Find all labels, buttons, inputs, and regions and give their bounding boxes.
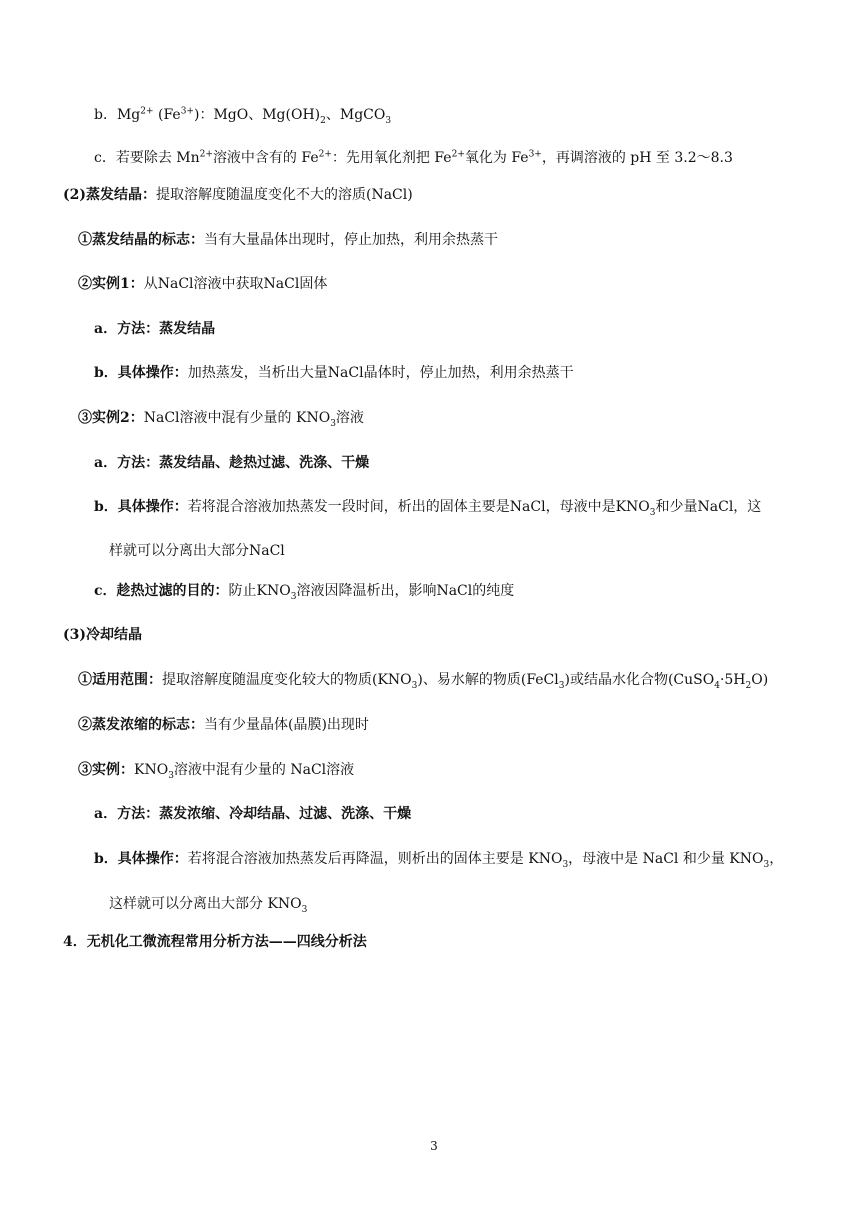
example-3-operation-cont: 这样就可以分离出大部分 $KNO_3$ xyxy=(109,896,308,915)
example-1-method: a．方法：蒸发结晶 xyxy=(94,321,216,337)
example-2-operation: b．具体操作：若将混合溶液加热蒸发一段时间，析出的固体主要是NaCl，母液中是$KNO_3$和少量NaCl，这 xyxy=(94,499,762,518)
line-mg-impurity: b．$Mg^{2+}$ $(Fe^{3+})$：MgO、$Mg(OH)_2$、MgCO$_3$ xyxy=(94,106,392,126)
applicable-range: ①适用范围：提取溶解度随温度变化较大的物质$(KNO_3)$、易水解的物质(FeCl$_3$)或结晶水化合物$(CuSO_4\cdot 5H_2O)$ xyxy=(78,672,769,691)
example-3: ③实例：$KNO_3$溶液中混有少量的 NaCl溶液 xyxy=(78,762,355,781)
example-3-method: a．方法：蒸发浓缩、冷却结晶、过滤、洗涤、干燥 xyxy=(94,806,412,822)
section-evaporation-crystallization: (2)蒸发结晶：提取溶解度随温度变化不大的溶质(NaCl) xyxy=(63,187,413,203)
example-2-operation-cont: 样就可以分离出大部分NaCl xyxy=(109,543,285,559)
line-mn-impurity: c．若要除去 $Mn^{2+}$溶液中含有的 $Fe^{2+}$：先用氧化剂把 $Fe^{2+}$氧化为 $Fe^{3+}$，再调溶液的 pH 至 3.2～8.3 xyxy=(94,149,733,166)
example-1-operation: b．具体操作：加热蒸发，当析出大量NaCl晶体时，停止加热，利用余热蒸干 xyxy=(94,365,574,381)
example-1: ②实例1：从NaCl溶液中获取NaCl固体 xyxy=(78,276,328,292)
section-heading-4: 4．无机化工微流程常用分析方法——四线分析法 xyxy=(63,934,367,950)
hot-filtration-purpose: c．趁热过滤的目的：防止$KNO_3$溶液因降温析出，影响NaCl的纯度 xyxy=(94,583,515,602)
example-2-method: a．方法：蒸发结晶、趁热过滤、洗涤、干燥 xyxy=(94,455,370,471)
concentration-sign: ②蒸发浓缩的标志：当有少量晶体(晶膜)出现时 xyxy=(78,717,369,733)
example-2: ③实例2：NaCl溶液中混有少量的 $KNO_3$溶液 xyxy=(78,410,364,429)
example-3-operation: b．具体操作：若将混合溶液加热蒸发后再降温，则析出的固体主要是 $KNO_3$，母液中是 NaCl 和少量 $KNO_3$， xyxy=(94,851,784,870)
evaporation-sign: ①蒸发结晶的标志：当有大量晶体出现时，停止加热，利用余热蒸干 xyxy=(78,232,498,248)
page-number: 3 xyxy=(430,1139,438,1153)
section-cooling-crystallization: (3)冷却结晶 xyxy=(63,627,142,643)
